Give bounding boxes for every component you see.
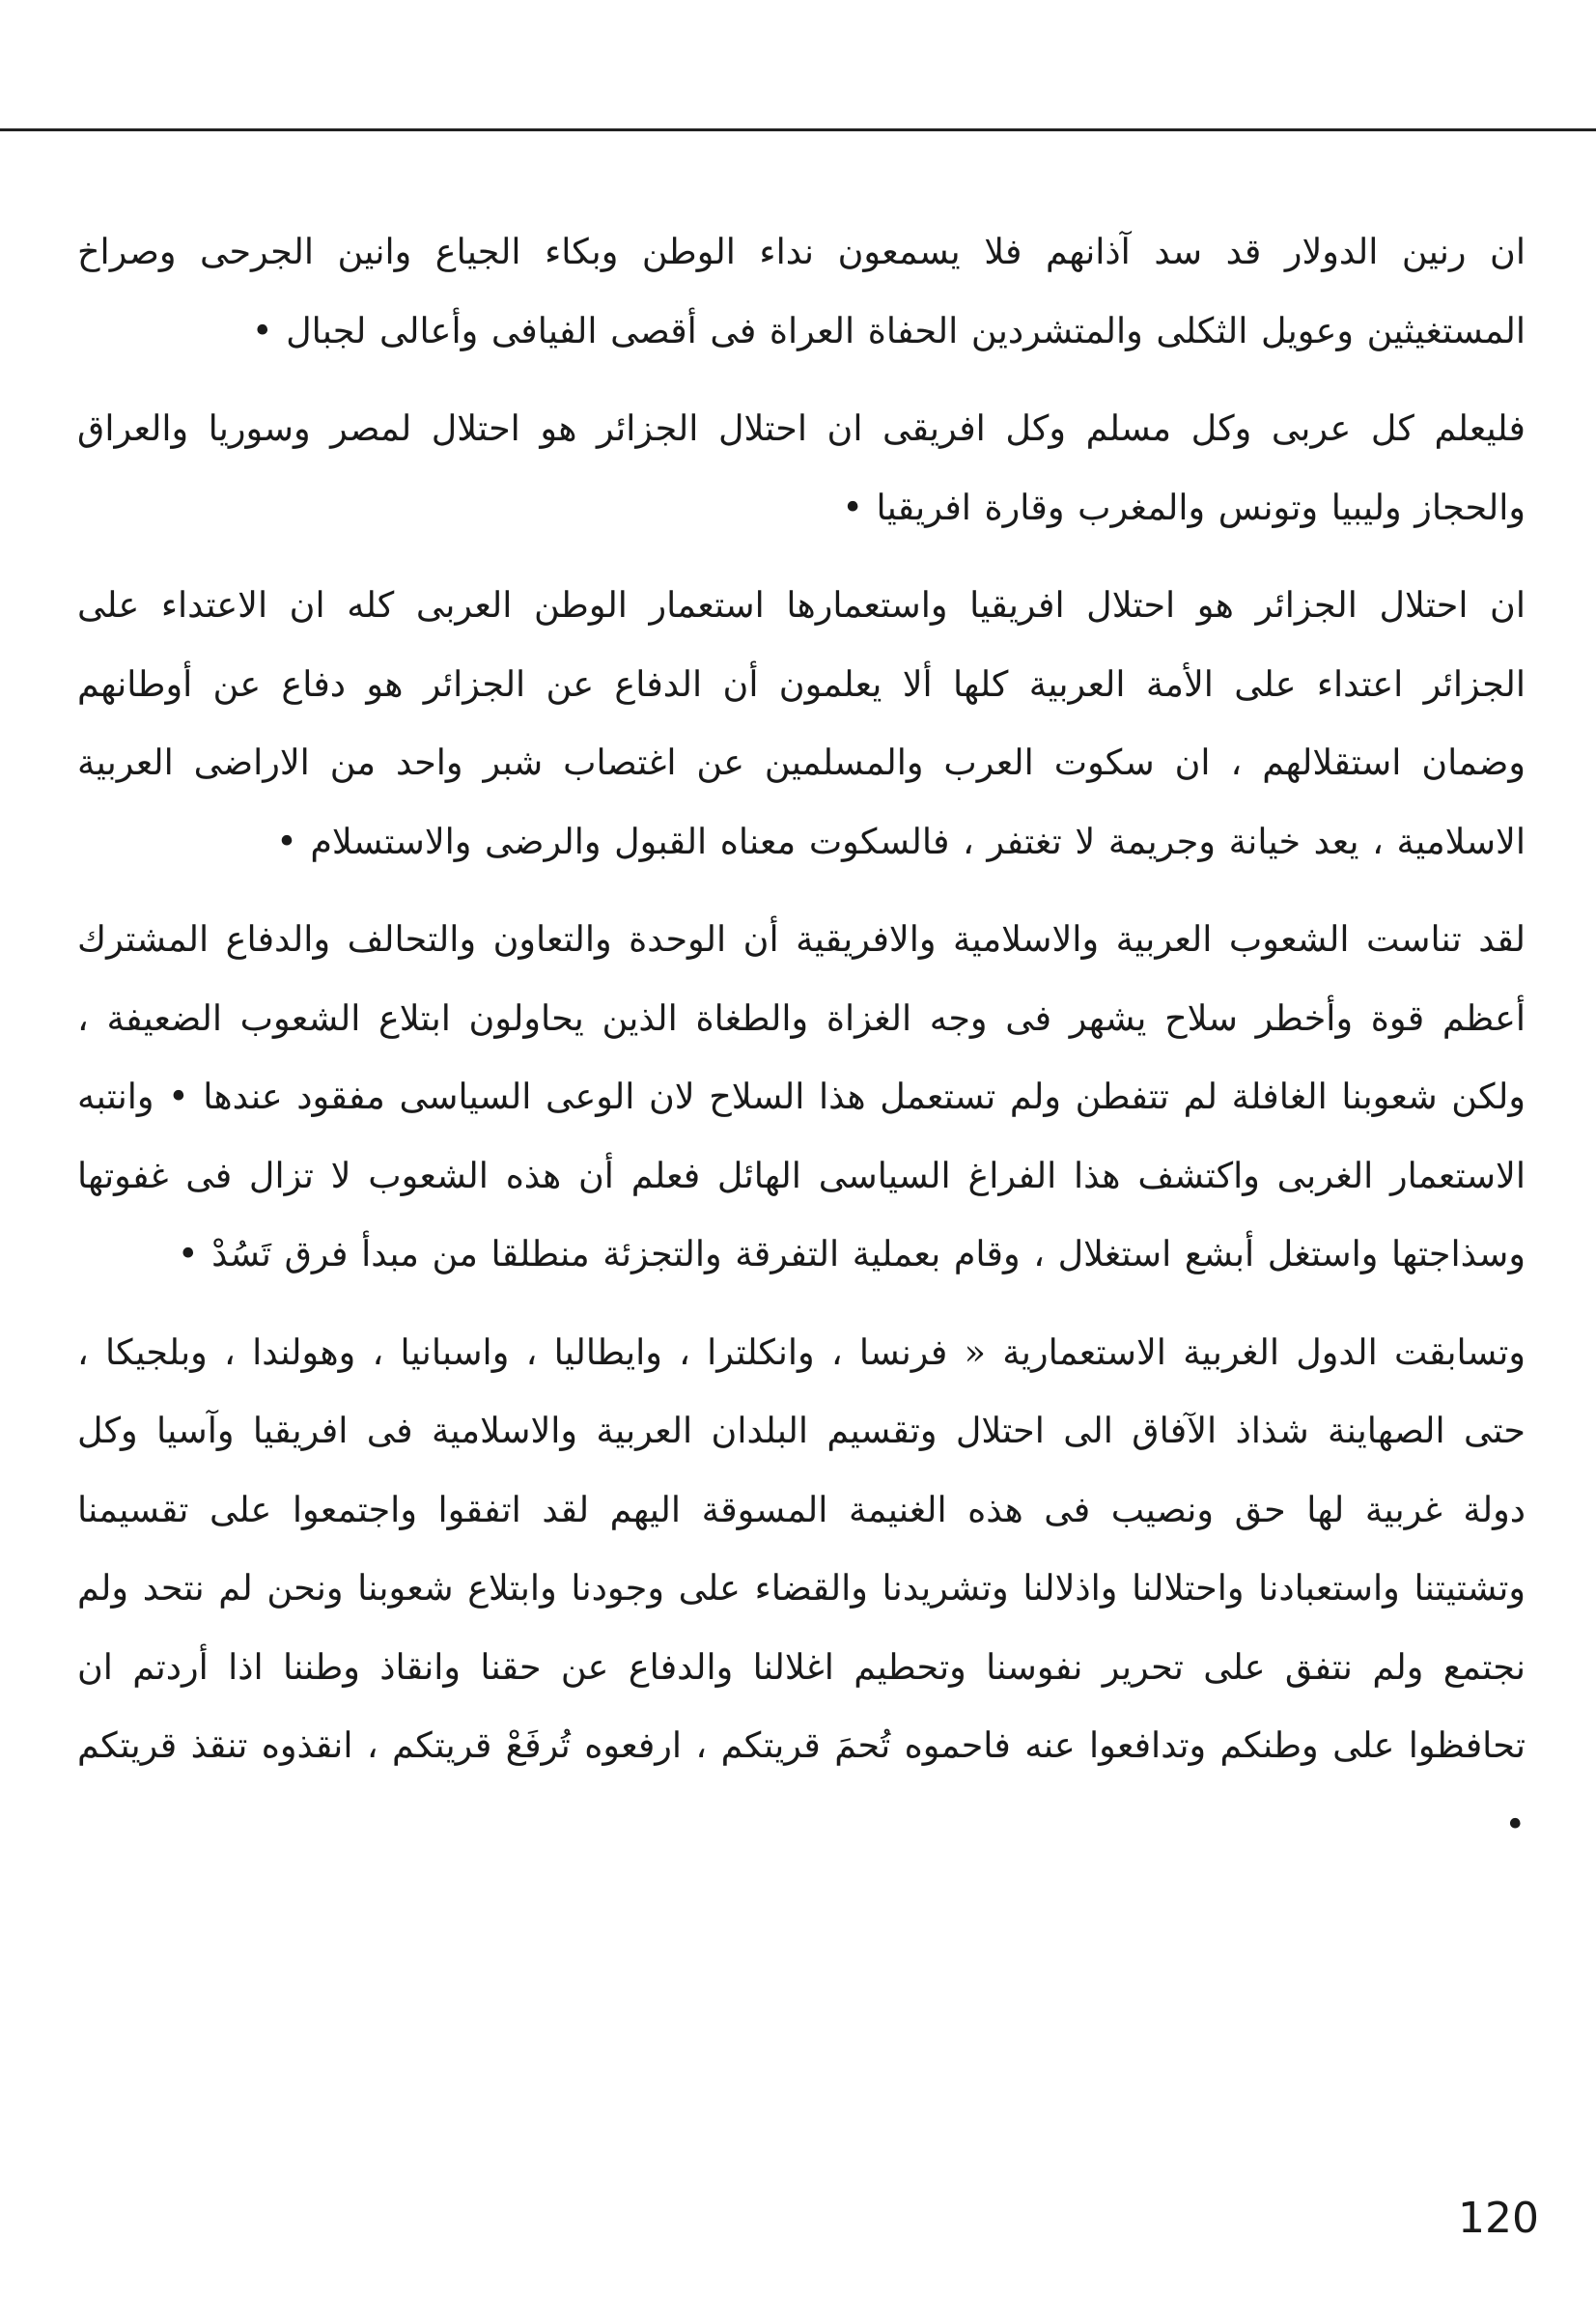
paragraph-5: وتسابقت الدول الغربية الاستعمارية « فرنسا ، وانكلترا ، وايطاليا ، واسبانيا ، وهولندا ، وبلجيكا ، حتى الصهاينة شذاذ الآفاق الى احتلال وتقسيم البلدان العربية والاسلامية فى افريقيا وآسيا وكل دولة غربية لها حق ونصيب فى هذه الغنيمة المسوقة اليهم لقد اتفقوا واجتمعوا على تقسيمنا وتشتيتنا واستعبادنا واحتلالنا واذلالنا وتشريدنا والقضاء على وجودنا وابتلاع شعوبنا ونحن لم نتحد ولم نجتمع ولم نتفق على تحرير نفوسنا وتحطيم اغلالنا والدفاع عن حقنا وانقاذ وطننا اذا أردتم ان تحافظوا على وطنكم وتدافعوا عنه فاحموه تُحمَ قريتكم ، ارفعوه تُرفَعْ قريتكم ، انقذوه تنقذ قريتكم • <box>77 1330 1526 1845</box>
body-text <box>77 212 1526 1883</box>
paragraph-4: لقد تناست الشعوب العربية والاسلامية والافريقية أن الوحدة والتعاون والتحالف والدفاع المشترك أعظم قوة وأخطر سلاح يشهر فى وجه الغزاة والطغاة الذين يحاولون ابتلاع الشعوب الضعيفة ، ولكن شعوبنا الغافلة لم تتفطن ولم تستعمل هذا السلاح لان الوعى السياسى مفقود عندها • وانتبه الاستعمار الغربى واكتشف هذا الفراغ السياسى الهائل فعلم أن هذه الشعوب لا تزال فى غفوتها وسذاجتها واستغل أبشع استغلال ، وقام بعملية التفرقة والتجزئة منطلقا من مبدأ فرق تَسُدْ • <box>77 918 1526 1274</box>
paragraph-3: ان احتلال الجزائر هو احتلال افريقيا واستعمارها استعمار الوطن العربى كله ان الاعتداء على الجزائر اعتداء على الأمة العربية كلها ألا يعلمون أن الدفاع عن الجزائر هو دفاع عن أوطانهم وضمان استقلالهم ، ان سكوت العرب والمسلمين عن اغتصاب شبر واحد من الاراضى العربية الاسلامية ، يعد خيانة وجريمة لا تغتفر ، فالسكوت معناه القبول والرضى والاستسلام • <box>77 584 1526 862</box>
paragraph-2: فليعلم كل عربى وكل مسلم وكل افريقى ان احتلال الجزائر هو احتلال لمصر وسوريا والعراق والحجاز وليبيا وتونس والمغرب وقارة افريقيا • <box>77 407 1526 528</box>
page-number: 120 <box>1458 2194 1539 2243</box>
paragraph-1: ان رنين الدولار قد سد آذانهم فلا يسمعون نداء الوطن وبكاء الجياع وانين الجرحى وصراخ المستغيثين وعويل الثكلى والمتشردين الحفاة العراة فى أقصى الفيافى وأعالى لجبال • <box>77 231 1526 351</box>
header-rule <box>0 128 1596 131</box>
